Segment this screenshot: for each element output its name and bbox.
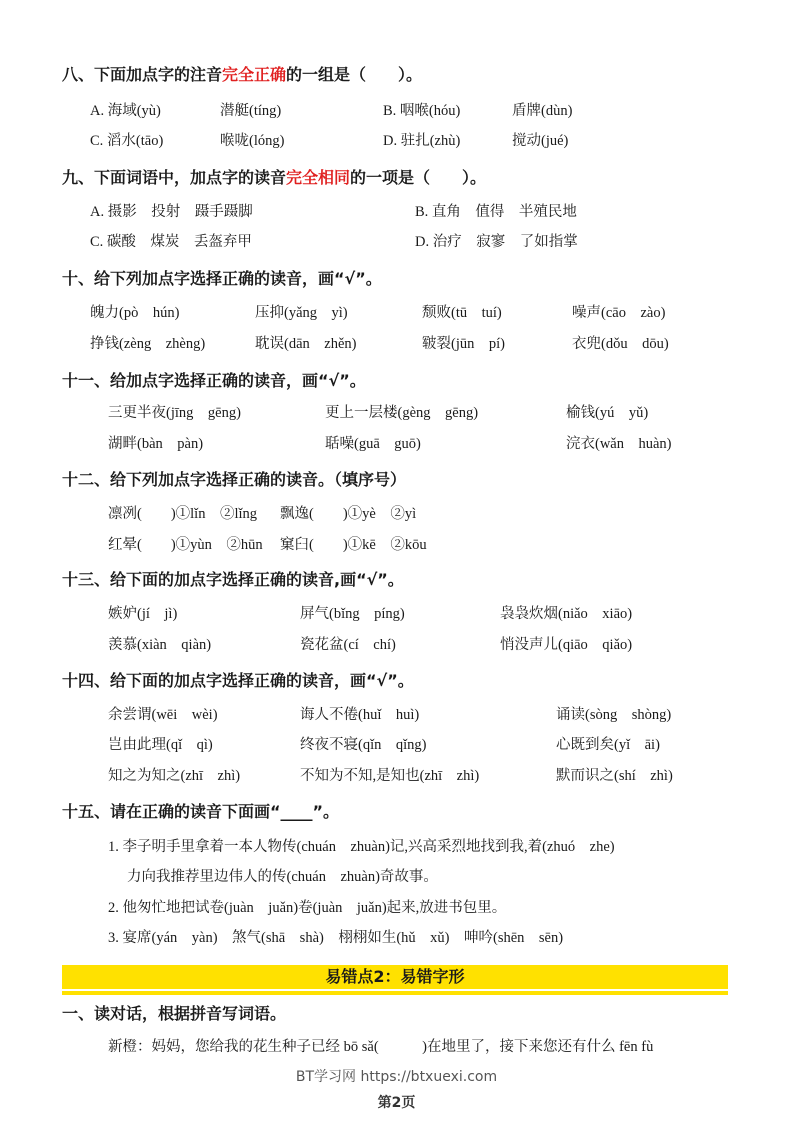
heading-text: 的一项是（ ）。 xyxy=(350,168,487,187)
answer-item: 喉咙(lóng) xyxy=(220,133,285,149)
answer-item: 不知为不知,是知也(zhī zhì) xyxy=(300,768,480,784)
answer-item: 瓷花盆(cí chí) xyxy=(300,637,396,653)
answer-item: 榆钱(yú yǔ) xyxy=(566,405,649,421)
question-heading-11 xyxy=(62,371,366,391)
heading-text: 十一、给加点字选择正确的读音，画“√”。 xyxy=(62,371,366,390)
answer-item: 羡慕(xiàn qiàn) xyxy=(108,637,212,653)
answer-item: 知之为知之(zhī zhì) xyxy=(108,768,241,784)
answer-item: 压抑(yǎng yì) xyxy=(255,305,348,321)
answer-item: A. 摄影 投射 蹑手蹑脚 xyxy=(90,204,253,220)
answer-item: 挣钱(zèng zhèng) xyxy=(90,336,206,352)
heading-text: 十四、给下面的加点字选择正确的读音，画“√”。 xyxy=(62,671,414,690)
watermark: BT学习网 https://btxuexi.com xyxy=(295,1069,498,1085)
answer-item: 2. 他匆忙地把试卷(juàn juǎn)卷(juàn juǎn)起来,放进书包里。 xyxy=(108,900,507,916)
emphasis-text: 完全相同 xyxy=(286,168,351,187)
part2-heading: 一、读对话，根据拼音写词语。 xyxy=(62,1004,287,1023)
emphasis-text: 完全正确 xyxy=(222,65,287,84)
heading-text: 十三、给下面的加点字选择正确的读音,画“√”。 xyxy=(62,570,404,589)
answer-item: 终夜不寝(qǐn qǐng) xyxy=(300,737,427,753)
answer-item: A. 海域(yù) xyxy=(90,103,161,119)
answer-item: 岂由此理(qǐ qì) xyxy=(108,737,213,753)
answer-item: 皲裂(jūn pí) xyxy=(422,336,505,352)
answer-item: 魄力(pò hún) xyxy=(90,305,180,321)
question-heading-14 xyxy=(62,671,414,691)
answer-item: 噪声(cāo zào) xyxy=(572,305,666,321)
answer-item: 盾牌(dùn) xyxy=(512,103,573,119)
answer-item: 诲人不倦(huǐ huì) xyxy=(300,707,420,723)
answer-item: 诵读(sòng shòng) xyxy=(556,707,672,723)
answer-item: C. 碳酸 煤炭 丢盔弃甲 xyxy=(90,234,252,250)
answer-item: 三更半夜(jīng gēng) xyxy=(108,405,241,421)
answer-item: 飘逸( )①yè ②yì xyxy=(280,506,417,522)
answer-item: 1. 李子明手里拿着一本人物传(chuán zhuàn)记,兴高采烈地找到我,着(zhuó zhe) xyxy=(108,839,615,855)
question-heading-15 xyxy=(62,802,339,822)
question-heading-12 xyxy=(62,470,406,490)
answer-item: 颓败(tū tuí) xyxy=(422,305,502,321)
answer-item: 3. 宴席(yán yàn) 煞气(shā shà) 栩栩如生(hǔ xǔ) 呻吟(shēn sēn) xyxy=(108,930,564,946)
heading-text: 十五、请在正确的读音下面画“____”。 xyxy=(62,802,340,821)
answer-item: 窠臼( )①kē ②kōu xyxy=(280,537,427,553)
answer-item: 嫉妒(jí jì) xyxy=(108,606,178,622)
answer-item: D. 治疗 寂寥 了如指掌 xyxy=(415,234,578,250)
page-number: 第2页 xyxy=(377,1095,416,1111)
answer-item: 耽误(dān zhěn) xyxy=(255,336,357,352)
heading-text: 九、下面词语中，加点字的读音 xyxy=(62,168,287,187)
answer-item: 悄没声儿(qiāo qiǎo) xyxy=(500,637,633,653)
question-heading-8 xyxy=(62,65,422,85)
answer-item: 袅袅炊烟(niǎo xiāo) xyxy=(500,606,633,622)
answer-item: 湖畔(bàn pàn) xyxy=(108,436,204,452)
answer-item: 红晕( )①yùn ②hūn xyxy=(108,537,263,553)
heading-text: 八、下面加点字的注音 xyxy=(62,65,223,84)
answer-item: 默而识之(shí zhì) xyxy=(556,768,673,784)
answer-item: 心既到矣(yǐ āi) xyxy=(556,737,660,753)
answer-item: D. 驻扎(zhù) xyxy=(383,133,461,149)
answer-item: B. 咽喉(hóu) xyxy=(383,103,461,119)
heading-text: 十、给下列加点字选择正确的读音，画“√”。 xyxy=(62,269,382,288)
heading-text: 十二、给下列加点字选择正确的读音。（填序号） xyxy=(62,470,407,489)
heading-text: 的一组是（ ）。 xyxy=(286,65,423,84)
answer-item: 更上一层楼(gèng gēng) xyxy=(325,405,479,421)
answer-item: 搅动(jué) xyxy=(512,133,569,149)
answer-item: 余尝谓(wēi wèi) xyxy=(108,707,218,723)
answer-item: 凛冽( )①lǐn ②lǐng xyxy=(108,506,258,522)
answer-item: 屏气(bǐng píng) xyxy=(300,606,405,622)
answer-item: 潜艇(tíng) xyxy=(220,103,282,119)
answer-item: 力向我推荐里边伟人的传(chuán zhuàn)奇故事。 xyxy=(127,869,438,885)
dialogue-line: 新橙：妈妈，您给我的花生种子已经 bō sǎ( )在地里了，接下来您还有什么 fēn fù xyxy=(108,1039,654,1055)
banner-underline xyxy=(62,991,728,995)
answer-item: B. 直角 值得 半殖民地 xyxy=(415,204,577,220)
question-heading-10 xyxy=(62,269,382,289)
answer-item: C. 滔水(tāo) xyxy=(90,133,164,149)
question-heading-9 xyxy=(62,168,486,188)
answer-item: 聒噪(guā guō) xyxy=(325,436,421,452)
section-banner: 易错点2：易错字形 xyxy=(62,965,728,989)
question-heading-13 xyxy=(62,570,404,590)
answer-item: 浣衣(wǎn huàn) xyxy=(566,436,672,452)
answer-item: 衣兜(dǒu dōu) xyxy=(572,336,669,352)
